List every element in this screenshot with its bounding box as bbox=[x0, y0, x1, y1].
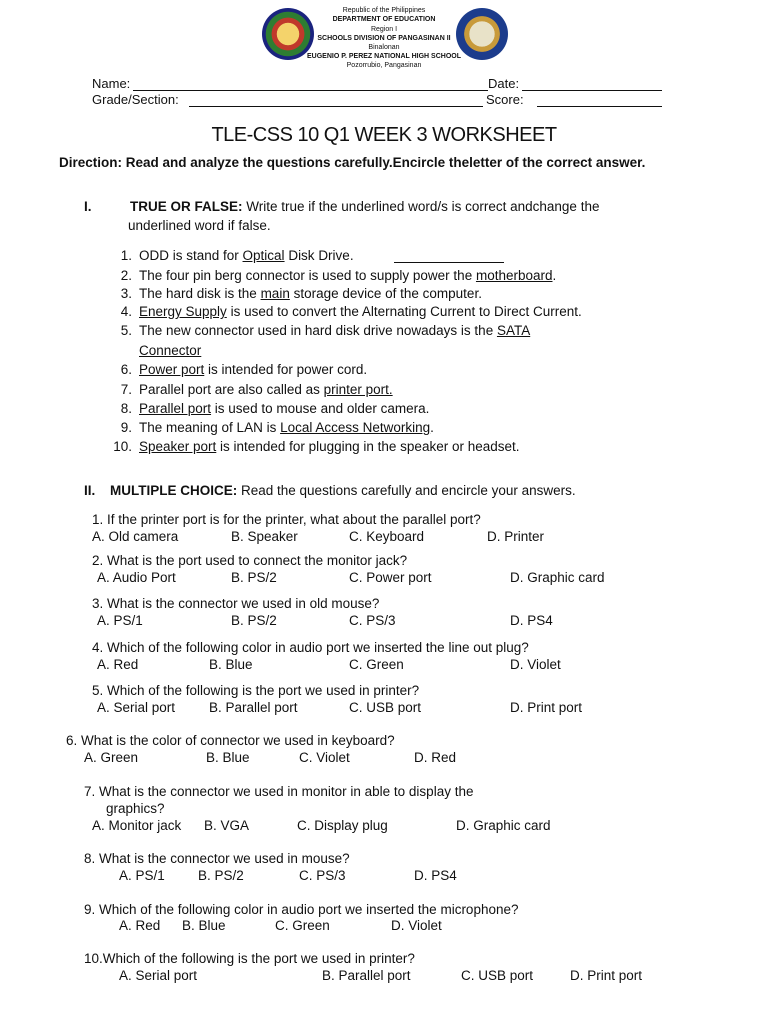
score-label: Score: bbox=[486, 92, 524, 107]
mc-option[interactable]: C. PS/3 bbox=[349, 613, 396, 628]
mc-option[interactable]: A. Serial port bbox=[119, 968, 198, 983]
tf-item-number: 2. bbox=[120, 268, 132, 283]
mc-question-continued: graphics? bbox=[106, 801, 165, 816]
tf-item-underlined: Optical bbox=[242, 248, 285, 263]
mc-option[interactable]: B. PS/2 bbox=[231, 570, 277, 585]
mc-option[interactable]: A. Serial port bbox=[97, 700, 176, 715]
mc-question: 3. What is the connector we used in old mouse? bbox=[92, 596, 380, 611]
tf-item-pre: The four pin berg connector is used to supply power the bbox=[139, 268, 476, 283]
mc-option[interactable]: D. PS4 bbox=[414, 868, 457, 883]
mc-option[interactable]: A. Audio Port bbox=[97, 570, 176, 585]
mc-option[interactable]: C. Violet bbox=[299, 750, 350, 765]
tf-item-underlined: motherboard bbox=[475, 268, 553, 283]
mc-option[interactable]: D. Red bbox=[414, 750, 457, 765]
mc-option[interactable]: D. Printer bbox=[487, 529, 545, 544]
grade-section-label: Grade/Section: bbox=[92, 92, 179, 107]
mc-option[interactable]: A. Red bbox=[97, 657, 139, 672]
part1-instruction-b: underlined word if false. bbox=[128, 218, 271, 233]
tf-item-underlined: Local Access Networking bbox=[280, 420, 431, 435]
tf-item-post: is intended for plugging in the speaker or headset. bbox=[216, 439, 520, 454]
mc-option[interactable]: C. Green bbox=[275, 918, 330, 933]
tf-item-text bbox=[139, 360, 367, 379]
mc-option[interactable]: C. Keyboard bbox=[349, 529, 425, 544]
grade-section-field[interactable] bbox=[189, 106, 483, 107]
tf-item-pre: The hard disk is the bbox=[139, 286, 261, 301]
tf-item-underlined: Connector bbox=[139, 343, 202, 358]
mc-option[interactable]: D. Graphic card bbox=[456, 818, 551, 833]
tf-item-text bbox=[139, 302, 582, 321]
mc-option[interactable]: C. Power port bbox=[349, 570, 432, 585]
mc-option[interactable]: D. PS4 bbox=[510, 613, 553, 628]
part1-instruction bbox=[130, 197, 730, 216]
mc-option[interactable]: B. VGA bbox=[204, 818, 250, 833]
mc-option[interactable]: B. Parallel port bbox=[209, 700, 298, 715]
part1-heading: TRUE OR FALSE: bbox=[130, 199, 243, 214]
tf-item-pre: Parallel port are also called as bbox=[139, 382, 324, 397]
header-republic: Republic of the Philippines bbox=[342, 7, 426, 14]
mc-option[interactable]: A. Green bbox=[84, 750, 139, 765]
mc-option[interactable]: B. Blue bbox=[182, 918, 226, 933]
date-label: Date: bbox=[488, 76, 520, 91]
tf-item-underlined: printer port. bbox=[323, 382, 393, 397]
mc-question: 4. Which of the following color in audio port we inserted the line out plug? bbox=[92, 640, 529, 655]
tf-item-text bbox=[139, 321, 530, 340]
mc-option[interactable]: B. PS/2 bbox=[231, 613, 277, 628]
mc-option[interactable]: C. Green bbox=[349, 657, 404, 672]
tf-item-number: 6. bbox=[120, 362, 132, 377]
tf-item-post: Disk Drive. bbox=[284, 248, 354, 263]
tf-item-text bbox=[139, 380, 393, 399]
mc-option[interactable]: B. Blue bbox=[209, 657, 253, 672]
worksheet-title: TLE-CSS 10 Q1 WEEK 3 WORKSHEET bbox=[211, 124, 557, 146]
tf-item-post: is used to convert the Alternating Current to Direct Current. bbox=[226, 304, 582, 319]
mc-option[interactable]: C. USB port bbox=[349, 700, 422, 715]
mc-question: 2. What is the port used to connect the monitor jack? bbox=[92, 553, 408, 568]
mc-option[interactable]: C. PS/3 bbox=[299, 868, 346, 883]
tf-item-text bbox=[139, 399, 429, 418]
tf-item-underlined: main bbox=[260, 286, 290, 301]
tf-item-number: 4. bbox=[120, 304, 132, 319]
mc-question: 6. What is the color of connector we used in keyboard? bbox=[66, 733, 395, 748]
mc-option[interactable]: D. Print port bbox=[570, 968, 643, 983]
answer-blank[interactable] bbox=[394, 262, 504, 263]
tf-item-post: . bbox=[430, 420, 434, 435]
tf-item-number: 1. bbox=[120, 248, 132, 263]
date-field[interactable] bbox=[522, 90, 662, 91]
mc-question: 8. What is the connector we used in mouse? bbox=[84, 851, 350, 866]
tf-item-post: is intended for power cord. bbox=[204, 362, 368, 377]
mc-option[interactable]: B. Blue bbox=[206, 750, 250, 765]
mc-question: 9. Which of the following color in audio port we inserted the microphone? bbox=[84, 902, 519, 917]
header-town: Binalonan bbox=[368, 44, 400, 51]
tf-item-text bbox=[139, 246, 354, 265]
tf-item-text bbox=[139, 341, 201, 360]
mc-question: 1. If the printer port is for the printer, what about the parallel port? bbox=[92, 512, 481, 527]
header-school: EUGENIO P. PEREZ NATIONAL HIGH SCHOOL bbox=[306, 53, 462, 60]
mc-question: 7. What is the connector we used in monitor in able to display the bbox=[84, 784, 474, 799]
mc-option[interactable]: A. Old camera bbox=[92, 529, 179, 544]
part2-heading: MULTIPLE CHOICE: bbox=[110, 483, 238, 498]
tf-item-post: storage device of the computer. bbox=[289, 286, 482, 301]
mc-option[interactable]: B. PS/2 bbox=[198, 868, 244, 883]
tf-item-underlined: Energy Supply bbox=[139, 304, 227, 319]
mc-option[interactable]: A. Monitor jack bbox=[92, 818, 182, 833]
tf-item-post: is used to mouse and older camera. bbox=[211, 401, 430, 416]
name-label: Name: bbox=[92, 76, 131, 91]
tf-item-pre: ODD is stand for bbox=[139, 248, 243, 263]
direction-text: Direction: Read and analyze the questions carefully.Encircle theletter of the correct answer. bbox=[59, 155, 646, 170]
tf-item-post: . bbox=[552, 268, 557, 283]
mc-option[interactable]: B. Speaker bbox=[231, 529, 298, 544]
part2-instruction-text: Read the questions carefully and encircle your answers. bbox=[237, 483, 576, 498]
mc-question: 5. Which of the following is the port we used in printer? bbox=[92, 683, 420, 698]
tf-item-text bbox=[139, 266, 556, 285]
tf-item-pre: The new connector used in hard disk drive nowadays is the bbox=[139, 323, 497, 338]
tf-item-number: 5. bbox=[120, 323, 132, 338]
part1-instruction-a: Write true if the underlined word/s is correct andchange the bbox=[242, 199, 600, 214]
part1-roman: I. bbox=[84, 199, 92, 214]
name-field[interactable] bbox=[133, 90, 488, 91]
mc-option[interactable]: A. PS/1 bbox=[97, 613, 143, 628]
tf-item-text bbox=[139, 437, 520, 456]
tf-item-pre: The meaning of LAN is bbox=[139, 420, 281, 435]
mc-question: 10.Which of the following is the port we used in printer? bbox=[84, 951, 415, 966]
mc-option[interactable]: D. Graphic card bbox=[510, 570, 605, 585]
tf-item-text bbox=[139, 284, 482, 303]
tf-item-underlined: SATA bbox=[496, 323, 531, 338]
mc-option[interactable]: D. Print port bbox=[510, 700, 583, 715]
mc-option[interactable]: B. Parallel port bbox=[322, 968, 411, 983]
mc-option[interactable]: D. Violet bbox=[510, 657, 561, 672]
tf-item-underlined: Parallel port bbox=[139, 401, 212, 416]
mc-option[interactable]: A. PS/1 bbox=[119, 868, 165, 883]
header-division: SCHOOLS DIVISION OF PANGASINAN II bbox=[317, 35, 451, 42]
header-deped: DEPARTMENT OF EDUCATION bbox=[332, 16, 436, 23]
header-address: Pozorrubio, Pangasinan bbox=[346, 62, 422, 69]
tf-item-underlined: Power port bbox=[139, 362, 205, 377]
tf-item-number: 3. bbox=[120, 286, 132, 301]
tf-item-number: 7. bbox=[120, 382, 132, 397]
tf-item-number: 10. bbox=[113, 439, 132, 454]
tf-item-number: 9. bbox=[120, 420, 132, 435]
mc-option[interactable]: C. USB port bbox=[461, 968, 534, 983]
tf-item-text bbox=[139, 418, 434, 437]
tf-item-number: 8. bbox=[120, 401, 132, 416]
mc-option[interactable]: A. Red bbox=[119, 918, 161, 933]
mc-option[interactable]: D. Violet bbox=[391, 918, 442, 933]
part2-roman: II. bbox=[84, 483, 96, 498]
header-region: Region I bbox=[370, 26, 398, 33]
mc-option[interactable]: C. Display plug bbox=[297, 818, 388, 833]
tf-item-underlined: Speaker port bbox=[139, 439, 217, 454]
part2-instruction bbox=[110, 481, 750, 500]
score-field[interactable] bbox=[537, 106, 662, 107]
